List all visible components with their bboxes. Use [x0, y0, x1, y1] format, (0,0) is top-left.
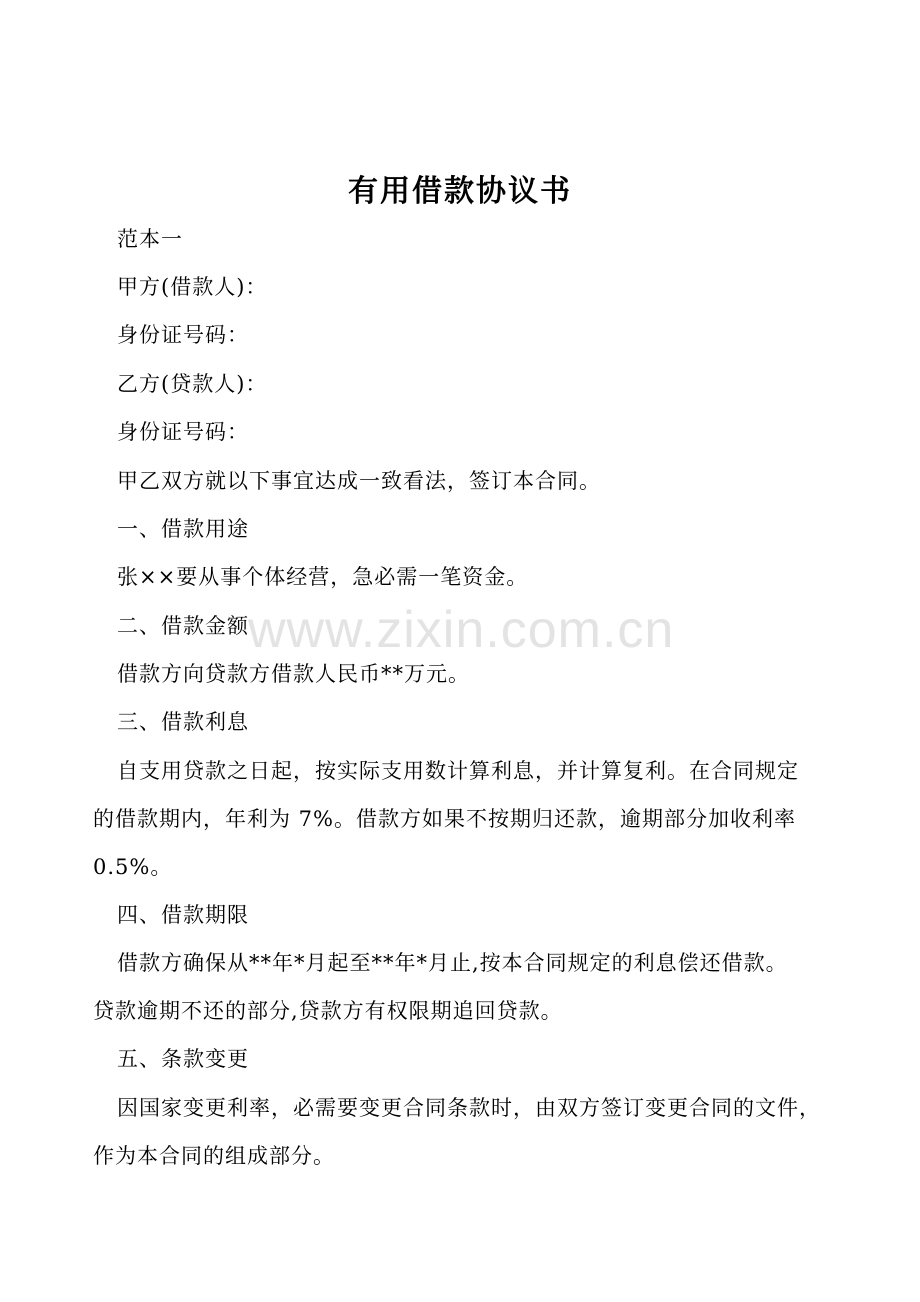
document-title: 有用借款协议书	[348, 174, 572, 209]
paragraph-text: 自支用贷款之日起，按实际支用数计算利息，并计算复利。在合同规定	[117, 759, 799, 783]
section-heading: 三、借款利息	[117, 710, 249, 734]
section-heading: 二、借款金额	[117, 614, 249, 638]
section-heading: 四、借款期限	[117, 903, 249, 927]
paragraph-text: 因国家变更利率，必需要变更合同条款时，由双方签订变更合同的文件，	[117, 1096, 821, 1120]
party-b-label: 乙方(贷款人)：	[117, 372, 268, 396]
paragraph-text: 张××要从事个体经营，急必需一笔资金。	[117, 565, 529, 589]
party-a-id-label: 身份证号码：	[117, 323, 249, 347]
paragraph-text: 的借款期内，年利为 7%。借款方如果不按期归还款，逾期部分加收利率	[93, 807, 796, 831]
paragraph-text: 0.5%。	[93, 855, 173, 879]
paragraph-text: 借款方向贷款方借款人民币**万元。	[117, 662, 470, 686]
party-b-id-label: 身份证号码：	[117, 420, 249, 444]
paragraph-text: 作为本合同的组成部分。	[93, 1144, 335, 1168]
watermark: www.zixin.com.cn	[248, 601, 675, 659]
section-heading: 一、借款用途	[117, 517, 249, 541]
paragraph-text: 借款方确保从**年*月起至**年*月止,按本合同规定的利息偿还借款。	[117, 951, 788, 975]
section-heading: 五、条款变更	[117, 1047, 249, 1071]
paragraph-text: 贷款逾期不还的部分,贷款方有权限期追回贷款。	[93, 999, 563, 1023]
party-a-label: 甲方(借款人)：	[117, 275, 268, 299]
preamble-text: 甲乙双方就以下事宜达成一致看法，签订本合同。	[117, 469, 601, 493]
template-label: 范本一	[117, 227, 183, 251]
